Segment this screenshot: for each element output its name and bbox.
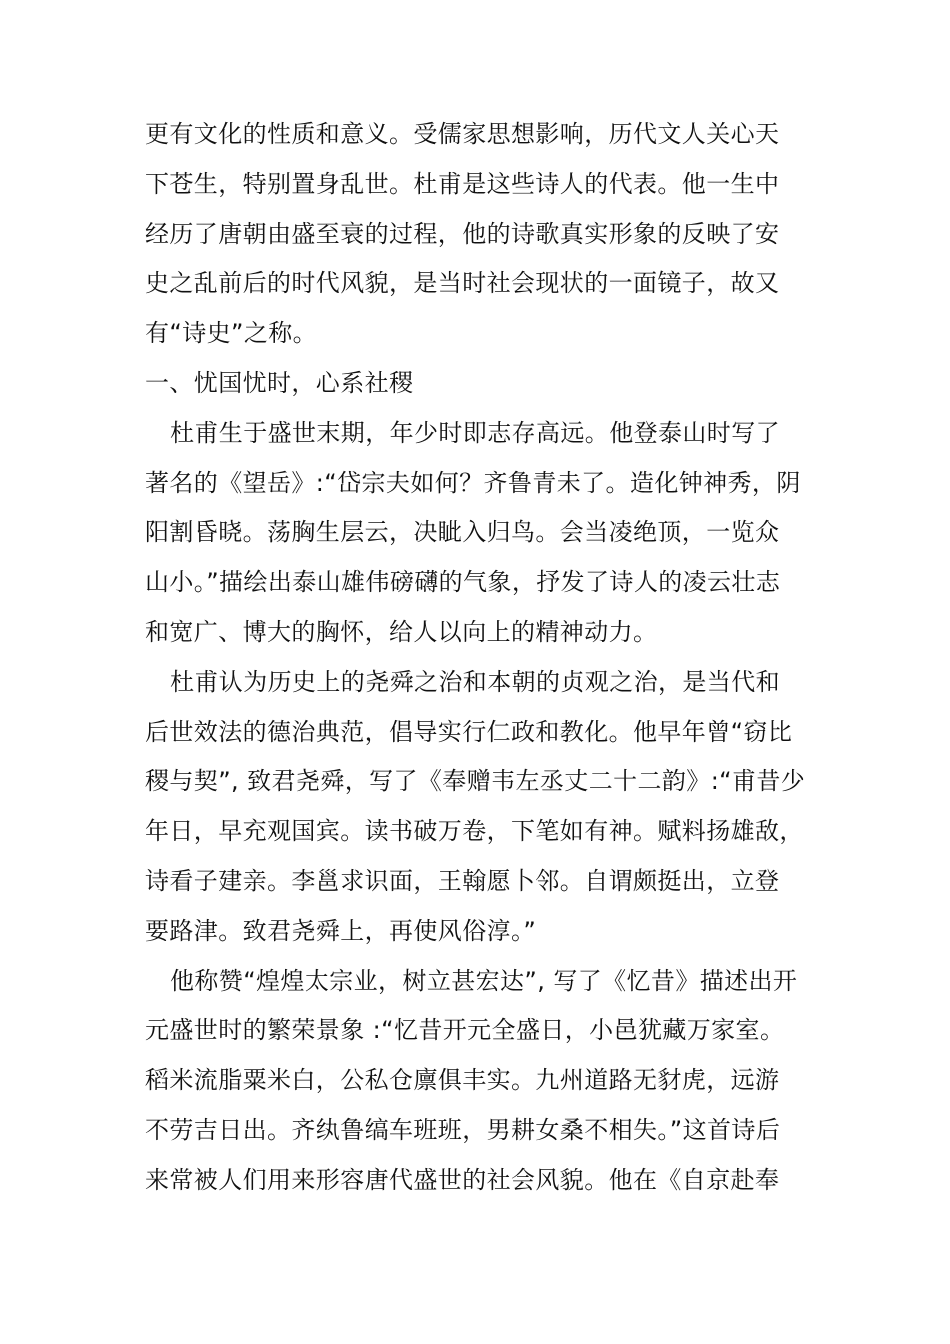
text-line: 更有文化的性质和意义。受儒家思想影响，历代文人关心天	[145, 120, 780, 148]
text-line: 年日，早充观国宾。读书破万卷，下笔如有神。赋料扬雄敌，	[145, 817, 804, 845]
text-line: 他称赞“煌煌太宗业，树立甚宏达”, 写了《忆昔》描述出开	[170, 967, 798, 995]
text-line: 要路津。致君尧舜上，再使风俗淳。”	[145, 917, 537, 945]
text-line: 来常被人们用来形容唐代盛世的社会风貌。他在《自京赴奉	[145, 1166, 780, 1194]
text-line: 山小。”描绘出泰山雄伟磅礴的气象，抒发了诗人的凌云壮志	[145, 568, 781, 596]
text-line: 诗看子建亲。李邕求识面，王翰愿卜邻。自谓颇挺出，立登	[145, 867, 780, 895]
text-line: 稻米流脂粟米白，公私仓廪俱丰实。九州道路无豺虎，远游	[145, 1066, 780, 1094]
text-line: 和宽广、博大的胸怀，给人以向上的精神动力。	[145, 618, 658, 646]
section-heading: 一、忧国忧时，心系社稷	[145, 369, 414, 397]
text-line: 著名的《望岳》:“岱宗夫如何？齐鲁青未了。造化钟神秀，阴	[145, 469, 801, 497]
text-line: 史之乱前后的时代风貌，是当时社会现状的一面镜子，故又	[145, 269, 780, 297]
text-line: 后世效法的德治典范，倡导实行仁政和教化。他早年曾“窃比	[145, 718, 793, 746]
text-line: 杜甫生于盛世末期，年少时即志存高远。他登泰山时写了	[170, 419, 780, 447]
text-line: 不劳吉日出。齐纨鲁缟车班班，男耕女桑不相失。”这首诗后	[145, 1116, 781, 1144]
text-line: 下苍生，特别置身乱世。杜甫是这些诗人的代表。他一生中	[145, 170, 780, 198]
text-line: 杜甫认为历史上的尧舜之治和本朝的贞观之治，是当代和	[170, 668, 780, 696]
text-line: 阳割昏晓。荡胸生层云，决眦入归鸟。会当凌绝顶，一览众	[145, 518, 780, 546]
text-line: 有“诗史”之称。	[145, 319, 318, 347]
text-line: 经历了唐朝由盛至衰的过程，他的诗歌真实形象的反映了安	[145, 220, 780, 248]
text-line: 元盛世时的繁荣景象 :“忆昔开元全盛日，小邑犹藏万家室。	[145, 1016, 785, 1044]
text-line: 稷与契”, 致君尧舜，写了《奉赠韦左丞丈二十二韵》:“甫昔少	[145, 767, 806, 795]
